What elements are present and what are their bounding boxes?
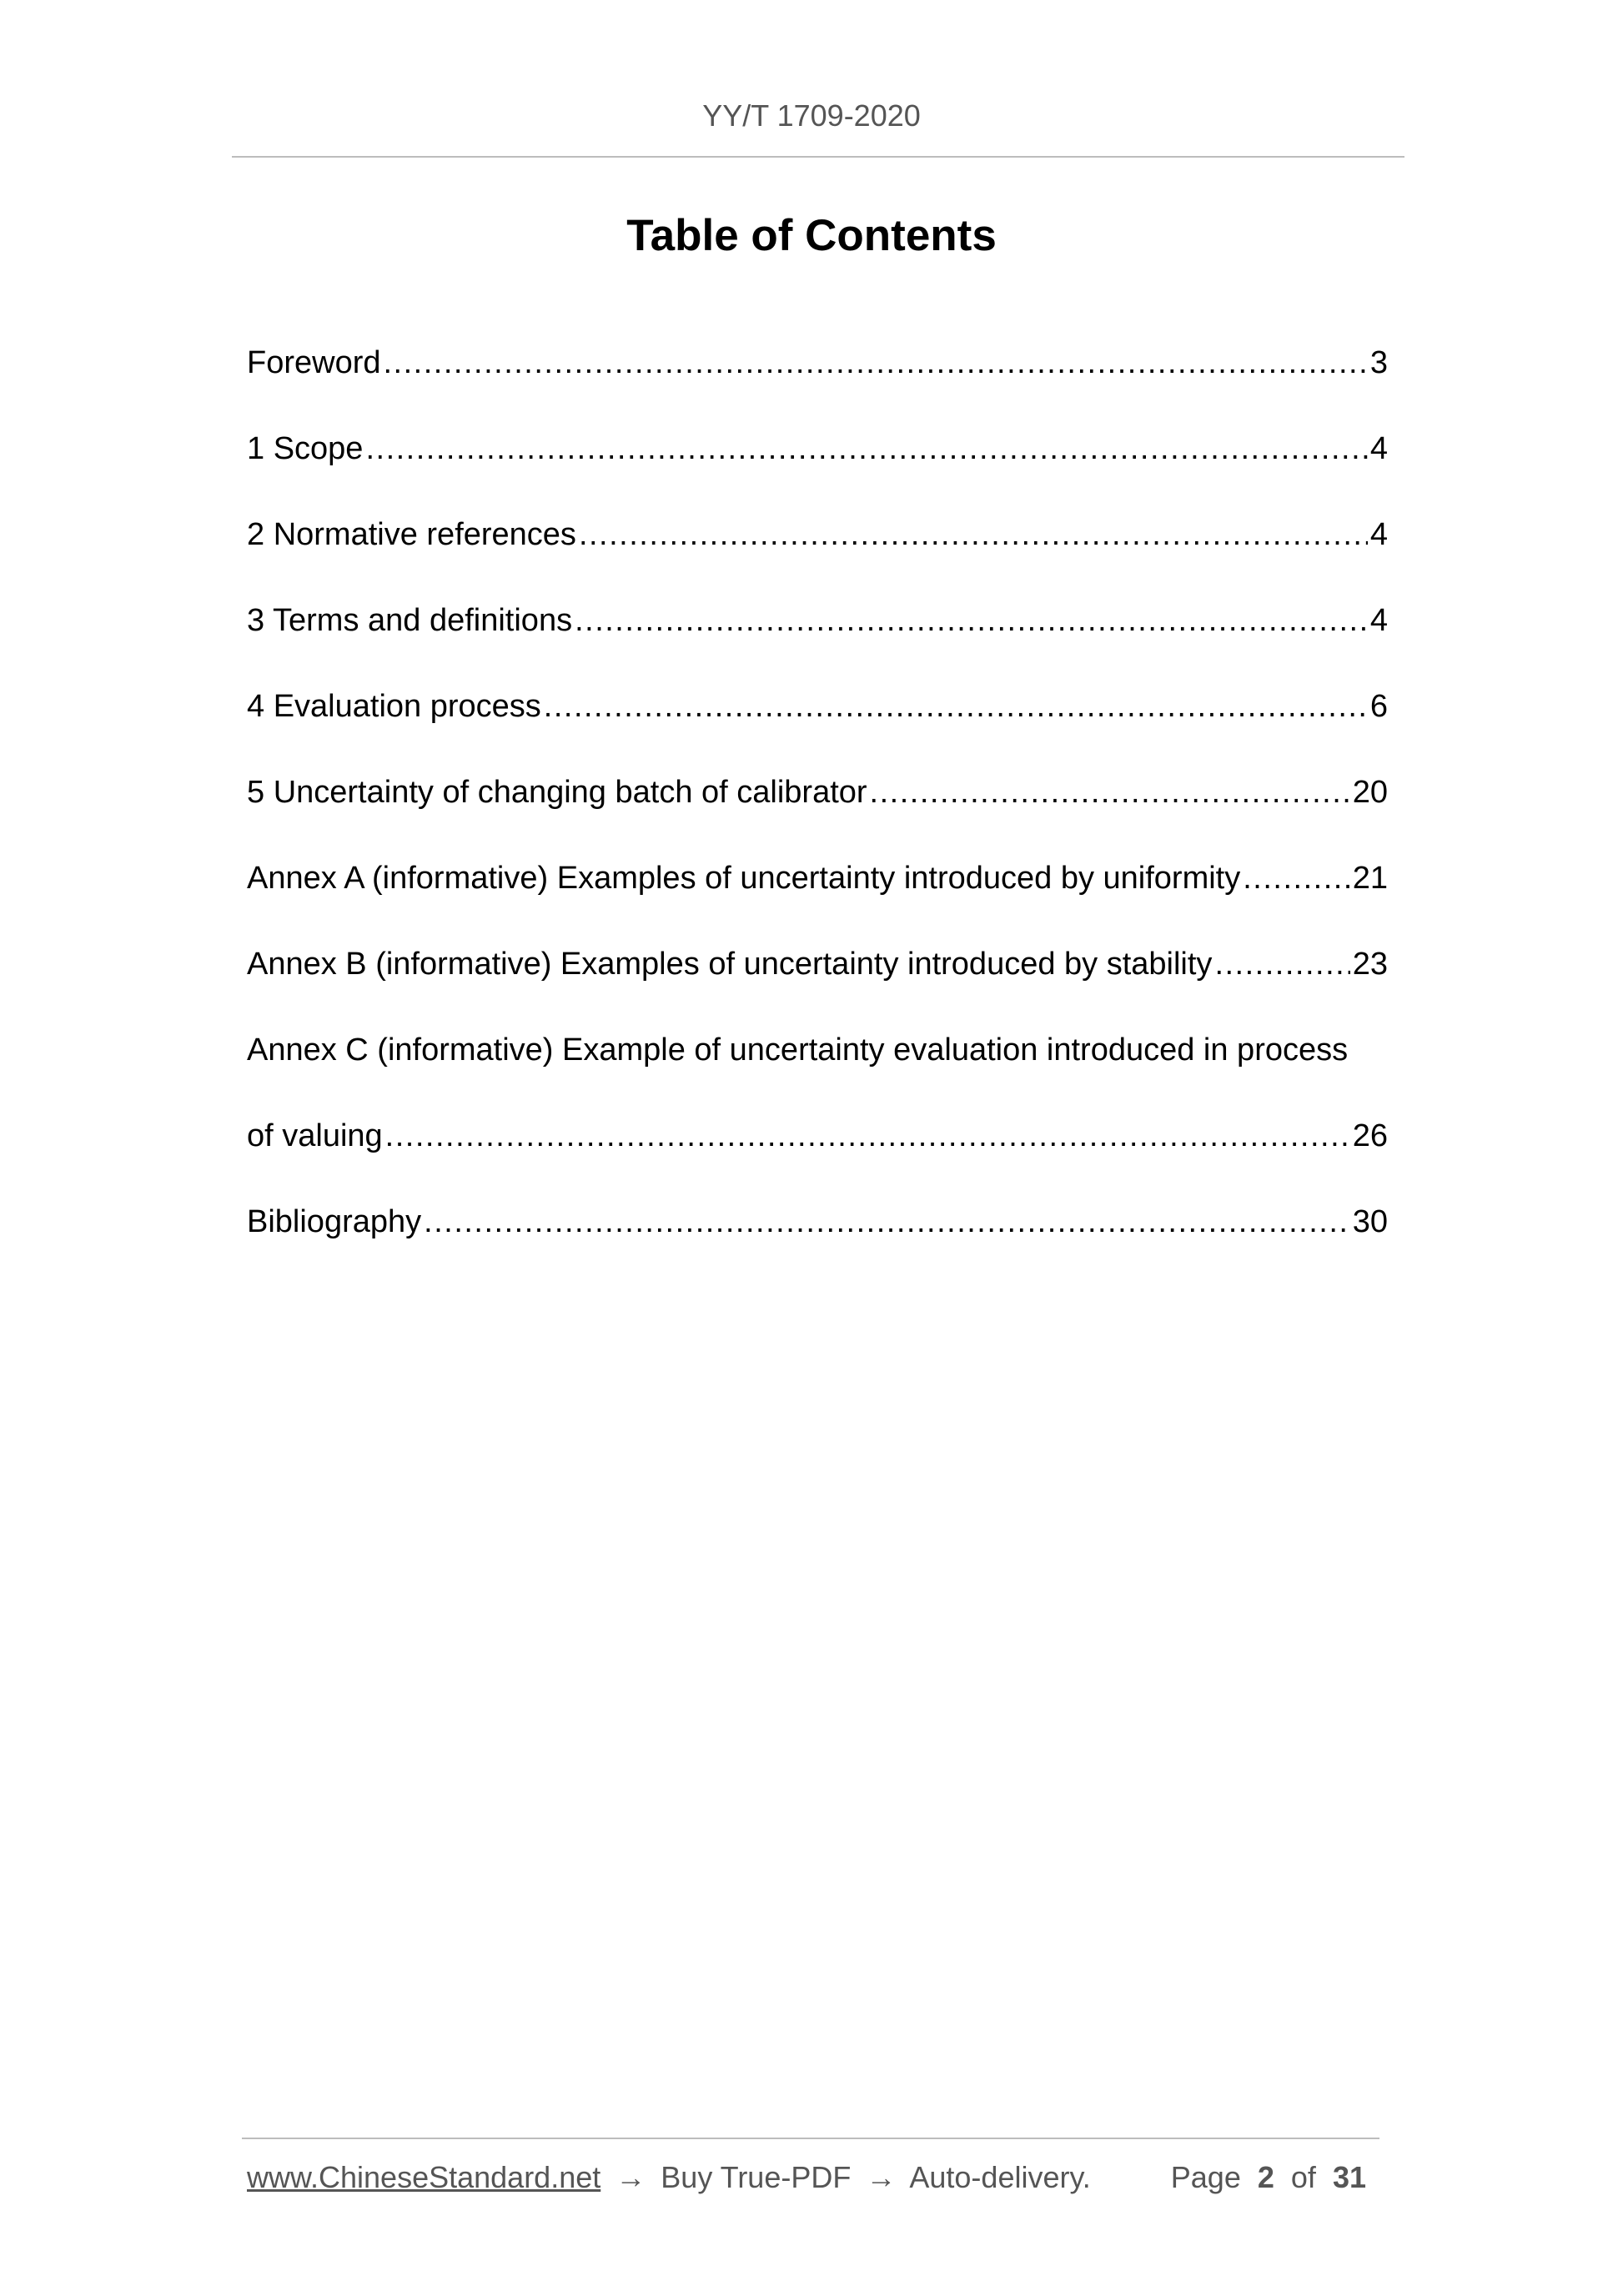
table-of-contents (247, 336, 1388, 1281)
current-page-number: 2 (1257, 2160, 1274, 2194)
toc-entry-normative-references[interactable] (247, 508, 1388, 594)
toc-entry-terms-and-definitions[interactable] (247, 594, 1388, 680)
toc-entry-label: Foreword (247, 345, 381, 380)
toc-entry-uncertainty-calibrator[interactable] (247, 766, 1388, 852)
header-divider (232, 156, 1404, 158)
toc-entry-label: 5 Uncertainty of changing batch of calibrator (247, 775, 867, 810)
website-link[interactable]: www.ChineseStandard.net (247, 2160, 601, 2194)
page-footer (247, 2160, 1384, 2195)
toc-entry-foreword[interactable] (247, 336, 1388, 422)
buy-true-pdf-text: Buy True-PDF (661, 2160, 852, 2194)
toc-entry-page: 21 (1352, 861, 1388, 896)
toc-entry-label: 3 Terms and definitions (247, 603, 573, 638)
arrow-right-icon: → (866, 2160, 897, 2194)
toc-entry-page: 4 (1369, 431, 1388, 466)
page-word: Page (1170, 2160, 1241, 2194)
toc-dot-leader (575, 594, 1368, 647)
arrow-right-icon: → (616, 2160, 646, 2194)
toc-dot-leader (1214, 937, 1349, 991)
toc-dot-leader (365, 422, 1367, 475)
toc-entry-annex-b[interactable] (247, 937, 1388, 1023)
toc-dot-leader (385, 1109, 1350, 1163)
toc-entry-label: Bibliography (247, 1204, 422, 1239)
toc-dot-leader (544, 680, 1368, 733)
auto-delivery-text: Auto-delivery. (909, 2160, 1091, 2194)
toc-dot-leader (579, 508, 1368, 561)
toc-entry-page: 3 (1369, 345, 1388, 380)
toc-dot-leader (1243, 852, 1349, 905)
toc-entry-page: 26 (1352, 1118, 1388, 1153)
toc-entry-label: 2 Normative references (247, 517, 576, 552)
toc-entry-scope[interactable] (247, 422, 1388, 508)
footer-divider (242, 2138, 1379, 2139)
toc-dot-leader (384, 336, 1368, 389)
toc-entry-label: Annex A (informative) Examples of uncertainty introduced by uniformity (247, 861, 1241, 896)
toc-entry-annex-c[interactable] (247, 1109, 1388, 1195)
toc-entry-annex-a[interactable] (247, 852, 1388, 937)
standard-code-header: YY/T 1709-2020 (702, 98, 921, 133)
toc-entry-page: 4 (1369, 603, 1388, 638)
total-page-count: 31 (1332, 2160, 1366, 2194)
page-indicator (1171, 2160, 1374, 2195)
toc-entry-bibliography[interactable] (247, 1195, 1388, 1281)
page-title: Table of Contents (626, 211, 997, 260)
toc-entry-page: 30 (1352, 1204, 1388, 1239)
toc-entry-label: 4 Evaluation process (247, 689, 541, 724)
toc-entry-page: 6 (1369, 689, 1388, 724)
toc-dot-leader (424, 1195, 1350, 1248)
toc-entry-page: 4 (1369, 517, 1388, 552)
toc-entry-evaluation-process[interactable] (247, 680, 1388, 766)
toc-entry-annex-c-line1[interactable]: Annex C (informative) Example of uncertainty evaluation introduced in process (247, 1032, 1349, 1068)
of-word: of (1290, 2160, 1316, 2194)
toc-entry-page: 20 (1352, 775, 1388, 810)
toc-entry-label: Annex B (informative) Examples of uncertainty introduced by stability (247, 947, 1213, 982)
toc-dot-leader (870, 766, 1350, 819)
toc-entry-label: 1 Scope (247, 431, 364, 466)
toc-entry-page: 23 (1352, 947, 1388, 982)
toc-entry-label: of valuing (247, 1118, 383, 1153)
